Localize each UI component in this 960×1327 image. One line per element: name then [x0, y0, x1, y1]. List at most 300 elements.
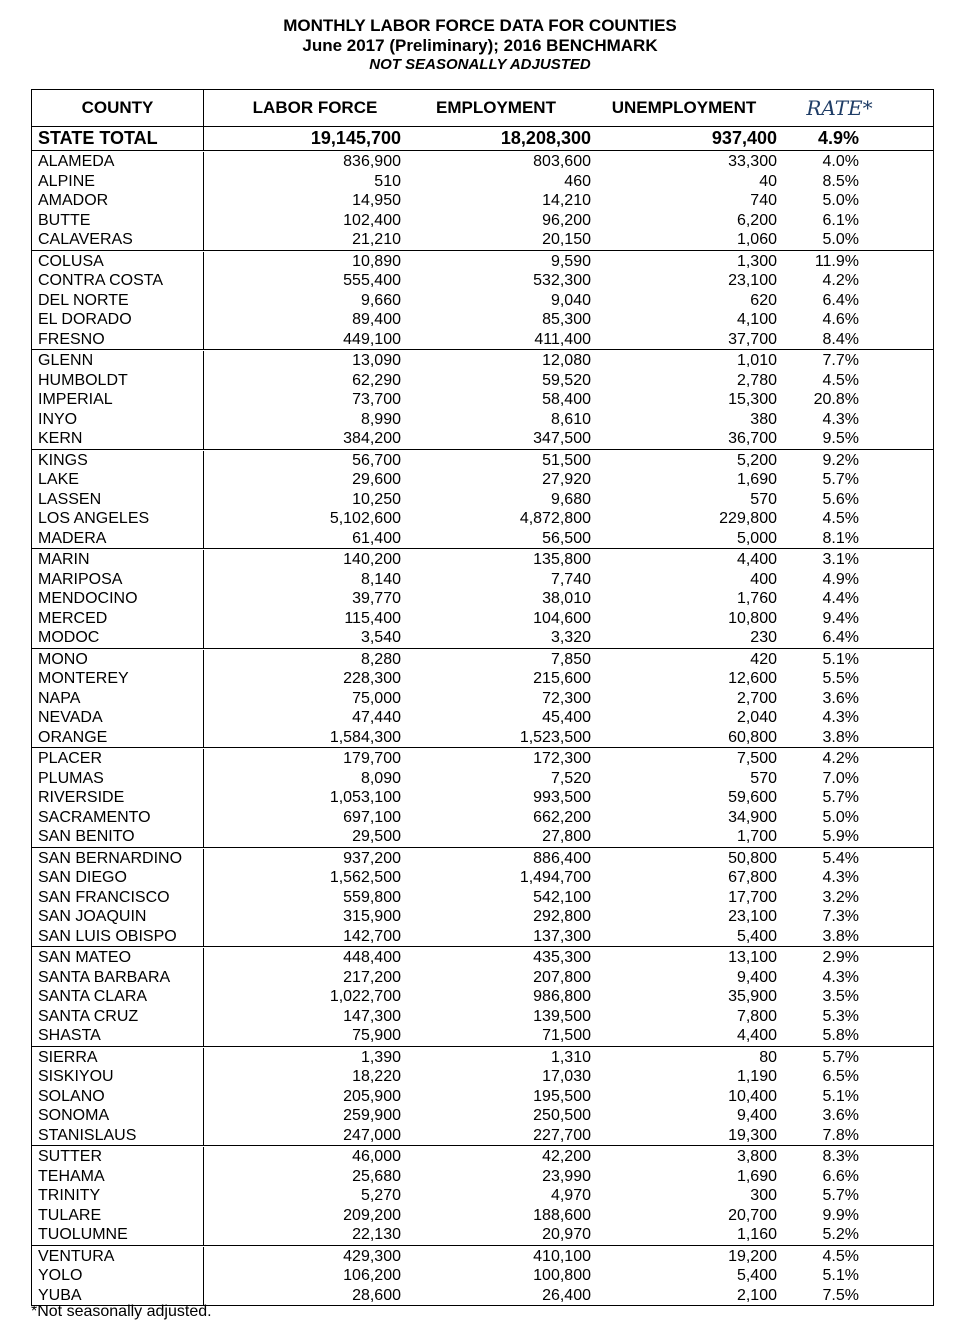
state-total-labor-force: 19,145,700 [310, 128, 401, 148]
employment-cell: 20,970 [542, 1226, 591, 1243]
labor-force-cell: 1,022,700 [329, 988, 401, 1005]
unemployment-cell: 4,100 [736, 311, 777, 328]
county-name: SIERRA [32, 1048, 204, 1068]
rate-cell: 5.1% [822, 650, 859, 668]
county-name: CALAVERAS [32, 230, 204, 250]
unemployment-cell: 570 [750, 769, 777, 787]
table-row [32, 351, 933, 371]
county-name: ALAMEDA [32, 152, 204, 172]
county-name: MADERA [32, 529, 204, 549]
unemployment-cell: 15,300 [728, 391, 777, 408]
employment-cell: 27,800 [542, 828, 591, 845]
employment-cell: 188,600 [533, 1206, 591, 1224]
table-row [32, 291, 933, 311]
employment-cell: 139,500 [533, 1007, 591, 1025]
labor-force-cell: 1,390 [360, 1048, 401, 1066]
county-name: SISKIYOU [32, 1067, 204, 1087]
employment-cell: 886,400 [533, 849, 591, 867]
labor-force-cell: 429,300 [343, 1247, 401, 1265]
labor-force-cell: 29,500 [352, 828, 401, 845]
unemployment-cell: 20,700 [728, 1206, 777, 1224]
county-groups [32, 151, 933, 1305]
rate-cell: 4.3% [822, 709, 859, 726]
rate-cell: 4.2% [822, 272, 859, 289]
labor-force-cell: 179,700 [343, 750, 401, 767]
rate-cell: 3.8% [822, 927, 859, 945]
employment-cell: 7,520 [550, 769, 591, 787]
rate-cell: 6.4% [822, 629, 859, 646]
labor-force-cell: 106,200 [343, 1267, 401, 1284]
state-total-label: STATE TOTAL [32, 127, 204, 150]
employment-cell: 20,150 [542, 231, 591, 248]
unemployment-cell: 230 [750, 629, 777, 646]
county-name: SHASTA [32, 1026, 204, 1046]
table-row [32, 1167, 933, 1187]
unemployment-cell: 2,100 [736, 1286, 777, 1304]
employment-cell: 72,300 [542, 689, 591, 707]
column-header-unemployment: UNEMPLOYMENT [611, 98, 757, 117]
county-group [32, 151, 933, 251]
unemployment-cell: 1,300 [736, 252, 777, 270]
rate-cell: 5.0% [822, 231, 859, 248]
unemployment-cell: 7,500 [736, 750, 777, 767]
table-row [32, 211, 933, 231]
table-row [32, 669, 933, 689]
table-row [32, 1048, 933, 1068]
labor-force-cell: 147,300 [343, 1007, 401, 1025]
rate-cell: 5.9% [822, 828, 859, 845]
labor-force-cell: 5,102,600 [329, 510, 401, 527]
employment-cell: 56,500 [542, 529, 591, 547]
labor-force-cell: 73,700 [352, 391, 401, 408]
unemployment-cell: 40 [759, 172, 777, 190]
unemployment-cell: 400 [750, 570, 777, 588]
county-name: SAN DIEGO [32, 868, 204, 888]
employment-cell: 542,100 [533, 888, 591, 906]
rate-cell: 7.0% [822, 769, 859, 787]
table-row [32, 271, 933, 291]
unemployment-cell: 12,600 [728, 670, 777, 687]
unemployment-cell: 5,000 [736, 529, 777, 547]
table-row [32, 191, 933, 211]
county-name: YUBA [32, 1286, 204, 1306]
rate-cell: 5.0% [822, 192, 859, 209]
employment-cell: 9,680 [550, 490, 591, 508]
rate-cell: 4.3% [822, 968, 859, 986]
table-row [32, 1106, 933, 1126]
table-row [32, 172, 933, 192]
rate-cell: 5.7% [822, 789, 859, 806]
unemployment-cell: 6,200 [736, 211, 777, 229]
county-name: TRINITY [32, 1186, 204, 1206]
employment-cell: 8,610 [550, 410, 591, 428]
table-row [32, 429, 933, 449]
unemployment-cell: 9,400 [736, 968, 777, 986]
unemployment-cell: 620 [750, 291, 777, 309]
table-row [32, 230, 933, 250]
unemployment-cell: 380 [750, 410, 777, 428]
unemployment-cell: 59,600 [728, 789, 777, 806]
labor-force-cell: 937,200 [343, 849, 401, 867]
labor-force-cell: 47,440 [352, 709, 401, 726]
county-name: MENDOCINO [32, 589, 204, 609]
employment-cell: 12,080 [542, 352, 591, 369]
unemployment-cell: 17,700 [728, 888, 777, 906]
labor-force-cell: 836,900 [343, 153, 401, 170]
employment-cell: 7,740 [550, 570, 591, 588]
county-name: YOLO [32, 1266, 204, 1286]
labor-force-cell: 61,400 [352, 529, 401, 547]
county-name: SANTA BARBARA [32, 968, 204, 988]
rate-cell: 4.3% [822, 410, 859, 428]
unemployment-cell: 50,800 [728, 849, 777, 867]
employment-cell: 23,990 [542, 1167, 591, 1185]
table-row [32, 252, 933, 272]
county-group [32, 251, 933, 351]
labor-force-cell: 555,400 [343, 272, 401, 289]
rate-cell: 8.1% [822, 529, 859, 547]
labor-force-cell: 22,130 [352, 1226, 401, 1243]
rate-cell: 5.8% [822, 1027, 859, 1044]
labor-force-cell: 559,800 [343, 888, 401, 906]
table-row [32, 1186, 933, 1206]
county-name: SANTA CRUZ [32, 1007, 204, 1027]
county-name: SAN BENITO [32, 827, 204, 847]
employment-cell: 250,500 [533, 1107, 591, 1124]
rate-cell: 6.1% [822, 211, 859, 229]
rate-cell: 9.2% [822, 451, 859, 469]
county-group [32, 1047, 933, 1147]
labor-force-cell: 510 [374, 172, 401, 190]
labor-force-cell: 9,660 [360, 291, 401, 309]
rate-cell: 5.2% [822, 1226, 859, 1243]
table-row [32, 570, 933, 590]
labor-force-cell: 25,680 [352, 1167, 401, 1185]
employment-cell: 85,300 [542, 311, 591, 328]
employment-cell: 532,300 [533, 272, 591, 289]
county-name: KINGS [32, 451, 204, 471]
table-row [32, 1067, 933, 1087]
county-name: LAKE [32, 470, 204, 490]
labor-force-cell: 209,200 [343, 1206, 401, 1224]
labor-force-cell: 1,053,100 [329, 789, 401, 806]
unemployment-cell: 10,800 [728, 609, 777, 627]
county-name: TULARE [32, 1206, 204, 1226]
table-row [32, 509, 933, 529]
unemployment-cell: 420 [750, 650, 777, 668]
labor-force-table [31, 89, 934, 1306]
employment-cell: 71,500 [542, 1027, 591, 1044]
employment-cell: 435,300 [533, 949, 591, 966]
labor-force-cell: 10,250 [352, 490, 401, 508]
county-name: BUTTE [32, 211, 204, 231]
rate-cell: 6.5% [822, 1068, 859, 1085]
table-row [32, 1007, 933, 1027]
state-total-row [32, 127, 933, 151]
unemployment-cell: 1,690 [736, 471, 777, 488]
unemployment-cell: 1,700 [736, 828, 777, 845]
county-name: MARIN [32, 550, 204, 570]
employment-cell: 207,800 [533, 968, 591, 986]
labor-force-cell: 18,220 [352, 1068, 401, 1085]
unemployment-cell: 23,100 [728, 908, 777, 925]
labor-force-cell: 448,400 [343, 949, 401, 966]
employment-cell: 135,800 [533, 551, 591, 568]
labor-force-cell: 29,600 [352, 471, 401, 488]
unemployment-cell: 34,900 [728, 808, 777, 826]
county-name: HUMBOLDT [32, 371, 204, 391]
unemployment-cell: 60,800 [728, 728, 777, 746]
county-name: SACRAMENTO [32, 808, 204, 828]
employment-cell: 460 [564, 172, 591, 190]
unemployment-cell: 4,400 [736, 1027, 777, 1044]
county-name: MONTEREY [32, 669, 204, 689]
table-row [32, 1026, 933, 1046]
table-row [32, 628, 933, 648]
unemployment-cell: 33,300 [728, 153, 777, 170]
county-group [32, 848, 933, 948]
employment-cell: 26,400 [542, 1286, 591, 1304]
employment-cell: 410,100 [533, 1247, 591, 1265]
labor-force-cell: 140,200 [343, 551, 401, 568]
county-group [32, 350, 933, 450]
rate-cell: 3.1% [822, 551, 859, 568]
rate-cell: 4.6% [822, 311, 859, 328]
rate-cell: 5.7% [822, 471, 859, 488]
unemployment-cell: 7,800 [736, 1007, 777, 1025]
table-row [32, 1087, 933, 1107]
rate-cell: 5.7% [822, 1187, 859, 1204]
rate-cell: 6.4% [822, 291, 859, 309]
labor-force-cell: 8,140 [360, 570, 401, 588]
rate-cell: 5.1% [822, 1267, 859, 1284]
unemployment-cell: 570 [750, 490, 777, 508]
state-total-unemployment: 937,400 [711, 128, 777, 148]
table-row [32, 589, 933, 609]
labor-force-cell: 102,400 [343, 211, 401, 229]
table-row [32, 1266, 933, 1286]
rate-cell: 7.7% [822, 352, 859, 369]
county-name: GLENN [32, 351, 204, 371]
employment-cell: 58,400 [542, 391, 591, 408]
county-group [32, 549, 933, 649]
employment-cell: 45,400 [542, 709, 591, 726]
unemployment-cell: 13,100 [728, 949, 777, 966]
rate-cell: 8.3% [822, 1148, 859, 1165]
county-name: SONOMA [32, 1106, 204, 1126]
labor-force-cell: 217,200 [343, 968, 401, 986]
employment-cell: 7,850 [550, 650, 591, 668]
unemployment-cell: 1,690 [736, 1167, 777, 1185]
labor-force-cell: 5,270 [360, 1187, 401, 1204]
unemployment-cell: 23,100 [728, 272, 777, 289]
county-group [32, 748, 933, 848]
rate-cell: 9.4% [822, 609, 859, 627]
table-row [32, 550, 933, 570]
employment-cell: 347,500 [533, 430, 591, 447]
table-row [32, 769, 933, 789]
county-name: LOS ANGELES [32, 509, 204, 529]
table-row [32, 470, 933, 490]
labor-force-cell: 10,890 [352, 252, 401, 270]
table-row [32, 689, 933, 709]
column-header-employment: EMPLOYMENT [436, 98, 556, 117]
table-row [32, 728, 933, 748]
unemployment-cell: 2,700 [736, 689, 777, 707]
rate-cell: 8.5% [822, 172, 859, 190]
state-total-employment: 18,208,300 [500, 128, 591, 148]
table-row [32, 490, 933, 510]
labor-force-cell: 228,300 [343, 670, 401, 687]
labor-force-cell: 247,000 [343, 1126, 401, 1144]
county-name: SAN MATEO [32, 948, 204, 968]
employment-cell: 1,494,700 [519, 869, 591, 886]
table-row [32, 708, 933, 728]
employment-cell: 411,400 [534, 330, 591, 348]
unemployment-cell: 5,200 [736, 451, 777, 469]
state-total-rate: 4.9% [817, 128, 859, 148]
county-name: IMPERIAL [32, 390, 204, 410]
rate-cell: 5.0% [822, 808, 859, 826]
table-header-row [32, 90, 933, 127]
rate-cell: 6.6% [822, 1167, 859, 1185]
unemployment-cell: 5,400 [736, 927, 777, 945]
labor-force-cell: 56,700 [352, 451, 401, 469]
rate-cell: 9.5% [822, 430, 859, 447]
unemployment-cell: 2,780 [736, 371, 777, 389]
unemployment-cell: 1,060 [736, 231, 777, 248]
rate-cell: 4.5% [822, 510, 859, 527]
employment-cell: 1,310 [550, 1048, 591, 1066]
rate-cell: 4.9% [822, 570, 859, 588]
county-name: CONTRA COSTA [32, 271, 204, 291]
county-group [32, 1246, 933, 1306]
rate-cell: 5.1% [822, 1087, 859, 1105]
rate-cell: 4.5% [822, 1247, 859, 1265]
county-name: SOLANO [32, 1087, 204, 1107]
employment-cell: 17,030 [542, 1068, 591, 1085]
county-name: MARIPOSA [32, 570, 204, 590]
rate-cell: 3.6% [822, 689, 859, 707]
county-name: NEVADA [32, 708, 204, 728]
table-row [32, 987, 933, 1007]
county-name: INYO [32, 410, 204, 430]
unemployment-cell: 1,190 [736, 1068, 777, 1085]
document-title: MONTHLY LABOR FORCE DATA FOR COUNTIES [283, 16, 677, 35]
unemployment-cell: 67,800 [728, 869, 777, 886]
county-name: KERN [32, 429, 204, 449]
county-name: SAN BERNARDINO [32, 849, 204, 869]
table-row [32, 609, 933, 629]
table-row [32, 152, 933, 172]
employment-cell: 993,500 [533, 789, 591, 806]
labor-force-cell: 21,210 [352, 231, 401, 248]
table-row [32, 1126, 933, 1146]
labor-force-cell: 62,290 [352, 371, 401, 389]
employment-cell: 227,700 [533, 1126, 591, 1144]
county-name: ALPINE [32, 172, 204, 192]
unemployment-cell: 19,200 [728, 1247, 777, 1265]
county-name: MODOC [32, 628, 204, 648]
rate-cell: 4.4% [822, 590, 859, 607]
table-row [32, 827, 933, 847]
rate-cell: 4.5% [822, 371, 859, 389]
rate-cell: 4.3% [822, 869, 859, 886]
rate-cell: 5.4% [822, 849, 859, 867]
rate-cell: 8.4% [822, 330, 859, 348]
employment-cell: 215,600 [533, 670, 591, 687]
rate-cell: 20.8% [813, 391, 859, 408]
county-group [32, 450, 933, 550]
rate-cell: 3.6% [822, 1107, 859, 1124]
county-name: SAN JOAQUIN [32, 907, 204, 927]
labor-force-cell: 205,900 [343, 1087, 401, 1105]
county-name: SANTA CLARA [32, 987, 204, 1007]
employment-cell: 38,010 [542, 590, 591, 607]
labor-force-cell: 39,770 [352, 590, 401, 607]
labor-force-cell: 142,700 [343, 927, 401, 945]
rate-cell: 9.9% [822, 1206, 859, 1224]
rate-cell: 7.3% [822, 908, 859, 925]
labor-force-cell: 449,100 [343, 330, 401, 348]
table-row [32, 529, 933, 549]
employment-cell: 4,872,800 [519, 510, 591, 527]
table-row [32, 948, 933, 968]
adjustment-note: NOT SEASONALLY ADJUSTED [369, 56, 591, 73]
employment-cell: 4,970 [550, 1187, 591, 1204]
employment-cell: 137,300 [533, 927, 591, 945]
county-name: PLACER [32, 749, 204, 769]
rate-header-label: RATE* [806, 96, 873, 120]
unemployment-cell: 19,300 [728, 1126, 777, 1144]
labor-force-cell: 697,100 [343, 808, 401, 826]
unemployment-cell: 1,010 [736, 352, 777, 369]
labor-force-cell: 315,900 [343, 908, 401, 925]
unemployment-cell: 1,160 [736, 1226, 777, 1243]
employment-cell: 96,200 [542, 211, 591, 229]
county-name: AMADOR [32, 191, 204, 211]
county-name: FRESNO [32, 330, 204, 350]
rate-cell: 7.5% [822, 1286, 859, 1304]
unemployment-cell: 229,800 [719, 510, 777, 527]
rate-cell: 5.7% [822, 1048, 859, 1066]
labor-force-cell: 8,090 [360, 769, 401, 787]
rate-cell: 4.0% [822, 153, 859, 170]
unemployment-cell: 3,800 [736, 1148, 777, 1165]
employment-cell: 1,523,500 [519, 728, 591, 746]
county-name: VENTURA [32, 1247, 204, 1267]
employment-cell: 3,320 [550, 629, 591, 646]
county-name: COLUSA [32, 252, 204, 272]
table-row [32, 808, 933, 828]
unemployment-cell: 36,700 [728, 430, 777, 447]
employment-cell: 104,600 [533, 609, 591, 627]
county-name: SAN LUIS OBISPO [32, 927, 204, 947]
table-row [32, 390, 933, 410]
unemployment-cell: 10,400 [728, 1087, 777, 1105]
table-row [32, 310, 933, 330]
county-group [32, 947, 933, 1047]
rate-cell: 7.8% [822, 1126, 859, 1144]
employment-cell: 172,300 [533, 750, 591, 767]
county-name: EL DORADO [32, 310, 204, 330]
county-name: NAPA [32, 689, 204, 709]
unemployment-cell: 80 [759, 1048, 777, 1066]
table-row [32, 849, 933, 869]
county-name: STANISLAUS [32, 1126, 204, 1146]
table-row [32, 1225, 933, 1245]
labor-force-cell: 384,200 [343, 430, 401, 447]
